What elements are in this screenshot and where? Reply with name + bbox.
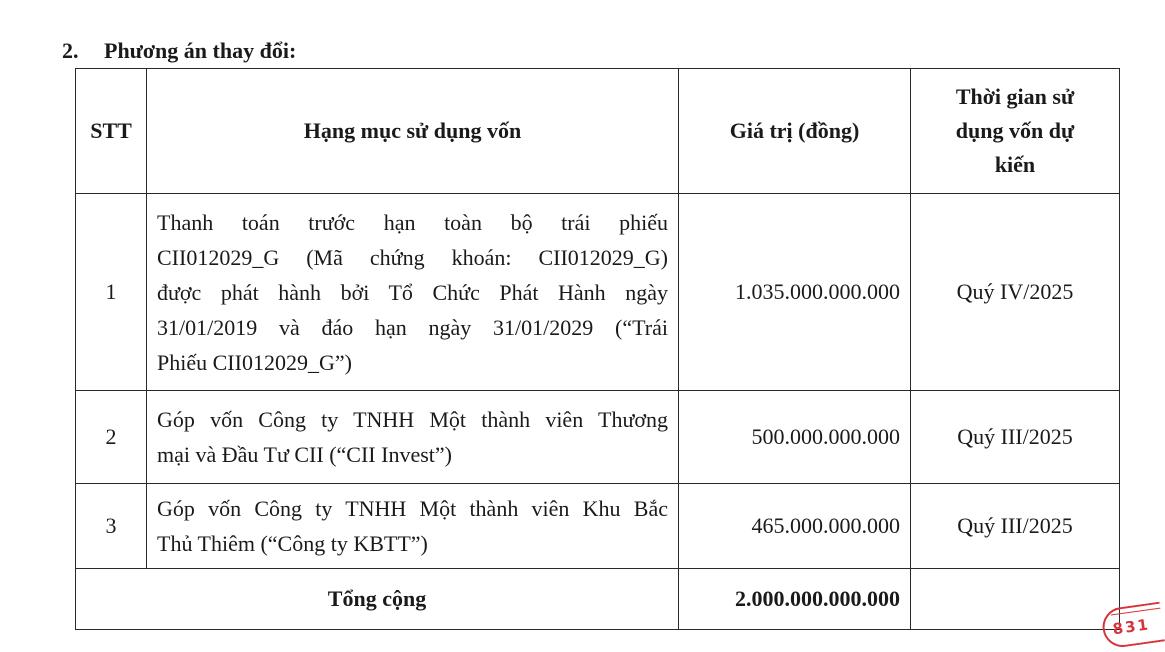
table-header-row [76, 69, 1120, 194]
table-row [76, 391, 1120, 484]
row-time: Quý III/2025 [911, 391, 1120, 484]
header-value: Giá trị (đồng) [679, 69, 911, 194]
row-item-line: mại và Đầu Tư CII (“CII Invest”) [157, 442, 452, 467]
header-time-line: kiến [994, 152, 1036, 177]
row-item-line: 31/01/2019 và đáo hạn ngày 31/01/2029 (“Trái [157, 314, 668, 340]
section-title: Phương án thay đổi: [104, 38, 297, 63]
total-row [76, 569, 1120, 630]
header-stt: STT [76, 69, 147, 194]
table-row [76, 484, 1120, 569]
row-item [147, 391, 679, 484]
row-value: 1.035.000.000.000 [679, 194, 911, 391]
row-item-line: Thanh toán trước hạn toàn bộ trái phiếu [157, 209, 668, 235]
row-time: Quý IV/2025 [911, 194, 1120, 391]
row-item-line: Phiếu CII012029_G”) [157, 349, 352, 375]
section-number: 2. [62, 38, 79, 63]
row-item [147, 484, 679, 569]
row-item-line: được phát hành bởi Tổ Chức Phát Hành ngày [157, 279, 668, 305]
row-item-line: CII012029_G (Mã chứng khoán: CII012029_G) [157, 244, 668, 270]
header-time-line: dụng vốn dự [955, 118, 1075, 143]
row-item-line: Góp vốn Công ty TNHH Một thành viên Khu Bắc [157, 496, 668, 521]
header-item: Hạng mục sử dụng vốn [147, 69, 679, 194]
header-time [911, 69, 1120, 194]
header-time-line: Thời gian sử [955, 84, 1075, 109]
section-heading [62, 38, 296, 64]
row-stt: 3 [76, 484, 147, 569]
total-time [911, 569, 1120, 630]
row-stt: 1 [76, 194, 147, 391]
row-item-line: Góp vốn Công ty TNHH Một thành viên Thương [157, 407, 668, 432]
stamp-text: 831 [1111, 615, 1152, 639]
row-item [147, 194, 679, 391]
table-row [76, 194, 1120, 391]
row-stt: 2 [76, 391, 147, 484]
row-item-line: Thủ Thiêm (“Công ty KBTT”) [157, 531, 428, 556]
row-value: 500.000.000.000 [679, 391, 911, 484]
capital-usage-table [75, 68, 1120, 630]
row-value: 465.000.000.000 [679, 484, 911, 569]
total-label: Tổng cộng [76, 569, 679, 630]
row-time: Quý III/2025 [911, 484, 1120, 569]
total-value: 2.000.000.000.000 [679, 569, 911, 630]
